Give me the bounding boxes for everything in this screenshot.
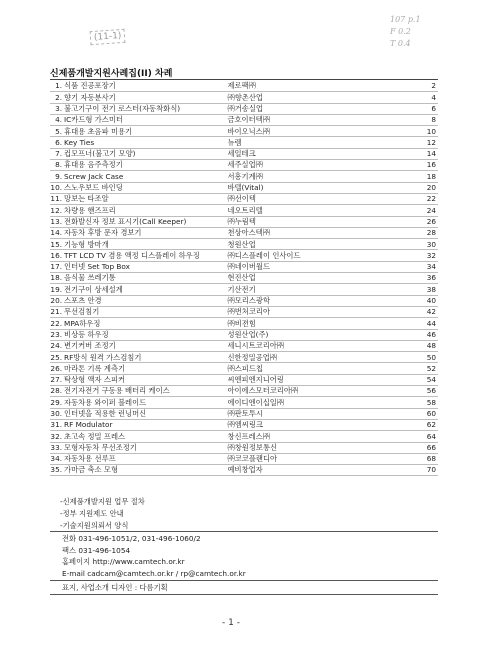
toc-page: 60 bbox=[378, 408, 438, 419]
toc-title: 인터넷을 적용한 런닝머신 bbox=[63, 408, 227, 419]
toc-title: 전기자전거 구동용 배터리 케이스 bbox=[63, 386, 227, 397]
toc-row bbox=[50, 103, 438, 114]
toc-page: 44 bbox=[378, 318, 438, 329]
appendix-item: -정부 지원제도 안내 bbox=[60, 509, 124, 518]
toc-page: 46 bbox=[378, 329, 438, 340]
toc-company: 서흥기계㈜ bbox=[227, 171, 377, 182]
toc-row bbox=[50, 114, 438, 125]
toc-row bbox=[50, 205, 438, 216]
email-text: E-mail cadcam@camtech.or.kr / rp@camtech.or.kr bbox=[62, 568, 246, 578]
toc-row bbox=[50, 329, 438, 340]
toc-row bbox=[50, 306, 438, 317]
toc-page: 22 bbox=[378, 193, 438, 204]
toc-page: 18 bbox=[378, 171, 438, 182]
toc-row bbox=[50, 386, 438, 397]
toc-title: 가마금 축소 모형 bbox=[63, 465, 227, 476]
phone-text: 전화 031-496-1051/2, 031-496-1060/2 bbox=[62, 534, 201, 543]
toc-number: 24. bbox=[50, 341, 63, 351]
toc-row bbox=[50, 182, 438, 193]
handwritten-notes bbox=[390, 14, 470, 50]
toc-page: 66 bbox=[378, 442, 438, 453]
toc-number: 1. bbox=[50, 81, 63, 92]
toc-row bbox=[50, 261, 438, 272]
toc-number: 31. bbox=[50, 420, 63, 430]
toc-row bbox=[50, 81, 438, 92]
toc-number: 9. bbox=[50, 171, 63, 182]
toc-page: 38 bbox=[378, 284, 438, 295]
toc-number: 8. bbox=[50, 160, 63, 171]
toc-title: 컵모프너(불고기 모양) bbox=[63, 148, 227, 159]
toc-row bbox=[50, 363, 438, 374]
toc-page: 10 bbox=[378, 126, 438, 137]
toc-number: 19. bbox=[50, 284, 63, 294]
page-number: - 1 - bbox=[222, 618, 240, 628]
toc-title: 음식물 쓰레기통 bbox=[63, 273, 227, 284]
toc-title: 스포츠 안경 bbox=[63, 295, 227, 306]
toc-number: 12. bbox=[50, 205, 63, 215]
toc-title: RF Modulator bbox=[63, 419, 227, 430]
toc-number: 30. bbox=[50, 409, 63, 418]
homepage-text: 홈페이지 http://www.camtech.or.kr bbox=[62, 557, 185, 567]
toc-title: 차량용 핸즈프리 bbox=[63, 205, 227, 216]
toc-number: 14. bbox=[50, 228, 63, 238]
toc-page: 48 bbox=[378, 340, 438, 351]
toc-company: 바텔(Vital) bbox=[227, 182, 377, 193]
toc-title: Key Ties bbox=[63, 137, 227, 148]
toc-company: 창신프레스㈜ bbox=[227, 431, 377, 442]
toc-company: 바이오닉스㈜ bbox=[227, 126, 377, 137]
contact-divider-top bbox=[50, 580, 438, 581]
toc-number: 27. bbox=[50, 375, 63, 385]
toc-company: 에이디엔이십일㈜ bbox=[227, 397, 377, 408]
toc-number: 25. bbox=[50, 352, 63, 362]
toc-page: 2 bbox=[378, 81, 438, 92]
toc-page: 32 bbox=[378, 250, 438, 261]
toc-page: 4 bbox=[378, 92, 438, 103]
toc-row bbox=[50, 148, 438, 159]
toc-row bbox=[50, 250, 438, 261]
toc-title: 무선검침기 bbox=[63, 306, 227, 317]
table-of-contents bbox=[50, 81, 438, 476]
toc-page: 42 bbox=[378, 306, 438, 317]
toc-page: 6 bbox=[378, 103, 438, 114]
toc-title: 불고기구이 전기 로스터(자동착화식) bbox=[63, 103, 227, 114]
toc-row bbox=[50, 431, 438, 442]
toc-title: 휴대용 음주측정기 bbox=[63, 160, 227, 171]
toc-number: 34. bbox=[50, 454, 63, 464]
toc-title: 인터넷 Set Top Box bbox=[63, 261, 227, 272]
toc-title: 향기 자동분사기 bbox=[63, 92, 227, 103]
toc-title: 마라톤 기록 계측기 bbox=[63, 363, 227, 374]
document-title: 신제품개발지원사례집(II) 차례 bbox=[50, 69, 173, 79]
toc-page: 16 bbox=[378, 160, 438, 171]
toc-page: 36 bbox=[378, 273, 438, 284]
toc-company: 아이에스모터코리아㈜ bbox=[227, 386, 377, 397]
toc-row bbox=[50, 408, 438, 419]
toc-row bbox=[50, 126, 438, 137]
toc-company: ㈜판토투시 bbox=[227, 408, 377, 419]
toc-row bbox=[50, 227, 438, 238]
toc-number: 7. bbox=[50, 148, 63, 159]
toc-company: ㈜향촌산업 bbox=[227, 92, 377, 103]
toc-row bbox=[50, 442, 438, 453]
toc-page: 54 bbox=[378, 374, 438, 385]
handwritten-note-3: T 0.4 bbox=[390, 39, 411, 48]
toc-company: 뉴렘 bbox=[227, 137, 377, 148]
toc-company: ㈜선이텍 bbox=[227, 193, 377, 204]
fax-text: 팩스 031-496-1054 bbox=[62, 545, 131, 555]
toc-company: 기산전기 bbox=[227, 284, 377, 295]
toc-row bbox=[50, 92, 438, 103]
appendix-list bbox=[60, 496, 145, 532]
toc-number: 4. bbox=[50, 114, 63, 125]
toc-title: 탁상형 액자 스피커 bbox=[63, 374, 227, 385]
toc-title: 스노우보드 바인딩 bbox=[63, 182, 227, 193]
toc-title: MPA하우징 bbox=[63, 318, 227, 329]
toc-company: ㈜창원정보통신 bbox=[227, 442, 377, 453]
toc-number: 35. bbox=[50, 465, 63, 475]
toc-title: 초고속 정밀 프레스 bbox=[63, 431, 227, 442]
toc-number: 21. bbox=[50, 307, 63, 317]
toc-page: 12 bbox=[378, 137, 438, 148]
toc-page: 14 bbox=[378, 148, 438, 159]
toc-page: 28 bbox=[378, 227, 438, 238]
toc-number: 23. bbox=[50, 329, 63, 339]
toc-page: 56 bbox=[378, 386, 438, 397]
toc-company: ㈜번처코리아 bbox=[227, 306, 377, 317]
toc-row bbox=[50, 160, 438, 171]
section-divider bbox=[50, 531, 438, 532]
toc-row bbox=[50, 352, 438, 363]
toc-company: 세니시트코리아㈜ bbox=[227, 340, 377, 351]
toc-row bbox=[50, 273, 438, 284]
toc-row bbox=[50, 239, 438, 250]
toc-number: 5. bbox=[50, 126, 63, 137]
contact-block bbox=[62, 533, 246, 579]
toc-page: 26 bbox=[378, 216, 438, 227]
toc-company: 세일테크 bbox=[227, 148, 377, 159]
toc-company: 청원산업 bbox=[227, 239, 377, 250]
toc-page: 62 bbox=[378, 419, 438, 430]
file-stamp: (11-1) bbox=[90, 29, 126, 45]
toc-title: 자동차 후방 문자 경보기 bbox=[63, 227, 227, 238]
toc-page: 70 bbox=[378, 465, 438, 476]
toc-number: 18. bbox=[50, 273, 63, 283]
toc-company: ㈜코코플랜디아 bbox=[227, 453, 377, 464]
toc-title: 비상등 하우징 bbox=[63, 329, 227, 340]
toc-row bbox=[50, 284, 438, 295]
toc-company: ㈜비젼힘 bbox=[227, 318, 377, 329]
toc-number: 2. bbox=[50, 92, 63, 103]
toc-number: 33. bbox=[50, 442, 63, 452]
toc-row bbox=[50, 465, 438, 476]
toc-number: 29. bbox=[50, 397, 63, 407]
toc-number: 26. bbox=[50, 363, 63, 373]
toc-number: 10. bbox=[50, 183, 63, 193]
toc-company: 씨엔피엔지니어링 bbox=[227, 374, 377, 385]
appendix-item: -신제품개발지원 업무 절차 bbox=[60, 497, 145, 506]
toc-row bbox=[50, 419, 438, 430]
toc-number: 13. bbox=[50, 216, 63, 226]
toc-row bbox=[50, 374, 438, 385]
title-divider bbox=[50, 79, 438, 80]
toc-title: RF방식 원격 가스검침기 bbox=[63, 352, 227, 363]
toc-company: ㈜거송실업 bbox=[227, 103, 377, 114]
toc-title: 망보는 타조알 bbox=[63, 193, 227, 204]
toc-page: 34 bbox=[378, 261, 438, 272]
toc-title: 모형자동차 무선조정기 bbox=[63, 442, 227, 453]
toc-number: 17. bbox=[50, 262, 63, 272]
handwritten-note-2: F 0.2 bbox=[390, 27, 411, 36]
toc-number: 3. bbox=[50, 103, 63, 114]
toc-company: ㈜디스플레이 인사이드 bbox=[227, 250, 377, 261]
toc-row bbox=[50, 340, 438, 351]
toc-number: 16. bbox=[50, 250, 63, 260]
toc-number: 15. bbox=[50, 239, 63, 249]
toc-number: 20. bbox=[50, 296, 63, 306]
toc-page: 58 bbox=[378, 397, 438, 408]
toc-title: 식품 진공포장기 bbox=[63, 81, 227, 92]
toc-title: 전화발신자 정보 표시기(Call Keeper) bbox=[63, 216, 227, 227]
toc-page: 40 bbox=[378, 295, 438, 306]
toc-row bbox=[50, 216, 438, 227]
toc-row bbox=[50, 453, 438, 464]
toc-company: 성원산업(주) bbox=[227, 329, 377, 340]
toc-company: ㈜네이버월드 bbox=[227, 261, 377, 272]
toc-row bbox=[50, 318, 438, 329]
design-credit: 표지, 사업소개 디자인 : 다름기획 bbox=[62, 583, 168, 592]
toc-company: 세주실업㈜ bbox=[227, 160, 377, 171]
toc-number: 28. bbox=[50, 386, 63, 396]
toc-company: 금호이터텍㈜ bbox=[227, 114, 377, 125]
toc-row bbox=[50, 193, 438, 204]
toc-company: ㈜누림텍 bbox=[227, 216, 377, 227]
toc-title: 휴대용 초음파 미용기 bbox=[63, 126, 227, 137]
toc-row bbox=[50, 295, 438, 306]
toc-page: 20 bbox=[378, 182, 438, 193]
appendix-item: -기술지원의뢰서 양식 bbox=[60, 521, 129, 530]
toc-number: 11. bbox=[50, 194, 63, 204]
toc-page: 68 bbox=[378, 453, 438, 464]
toc-title: Screw Jack Case bbox=[63, 171, 227, 182]
toc-company: 신한정밀공업㈜ bbox=[227, 352, 377, 363]
toc-page: 30 bbox=[378, 239, 438, 250]
toc-title: 자동차용 와이퍼 블레이드 bbox=[63, 397, 227, 408]
toc-company: 네오트리텔 bbox=[227, 205, 377, 216]
handwritten-note-1: 107 p.1 bbox=[390, 15, 421, 24]
toc-page: 64 bbox=[378, 431, 438, 442]
toc-company: 현진산업 bbox=[227, 273, 377, 284]
toc-company: ㈜모리스광학 bbox=[227, 295, 377, 306]
toc-number: 32. bbox=[50, 431, 63, 441]
toc-title: 자동차용 선루프 bbox=[63, 453, 227, 464]
toc-company: 제로팩㈜ bbox=[227, 81, 377, 92]
toc-row bbox=[50, 397, 438, 408]
toc-row bbox=[50, 137, 438, 148]
toc-title: 변기커버 조정기 bbox=[63, 340, 227, 351]
toc-row bbox=[50, 171, 438, 182]
toc-title: IC카드형 가스미터 bbox=[63, 114, 227, 125]
toc-page: 50 bbox=[378, 352, 438, 363]
toc-company: ㈜스피드칩 bbox=[227, 363, 377, 374]
toc-page: 24 bbox=[378, 205, 438, 216]
toc-company: 천상아스텍㈜ bbox=[227, 227, 377, 238]
toc-number: 6. bbox=[50, 137, 63, 148]
toc-title: 기능형 방마개 bbox=[63, 239, 227, 250]
toc-page: 8 bbox=[378, 114, 438, 125]
toc-company: 예비창업자 bbox=[227, 465, 377, 476]
toc-company: ㈜엠씨링크 bbox=[227, 419, 377, 430]
toc-title: TFT LCD TV 겸용 액정 디스플레이 하우징 bbox=[63, 250, 227, 261]
toc-page: 52 bbox=[378, 363, 438, 374]
toc-number: 22. bbox=[50, 318, 63, 328]
toc-title: 전기구이 상세설계 bbox=[63, 284, 227, 295]
contact-divider-bottom bbox=[50, 594, 438, 595]
